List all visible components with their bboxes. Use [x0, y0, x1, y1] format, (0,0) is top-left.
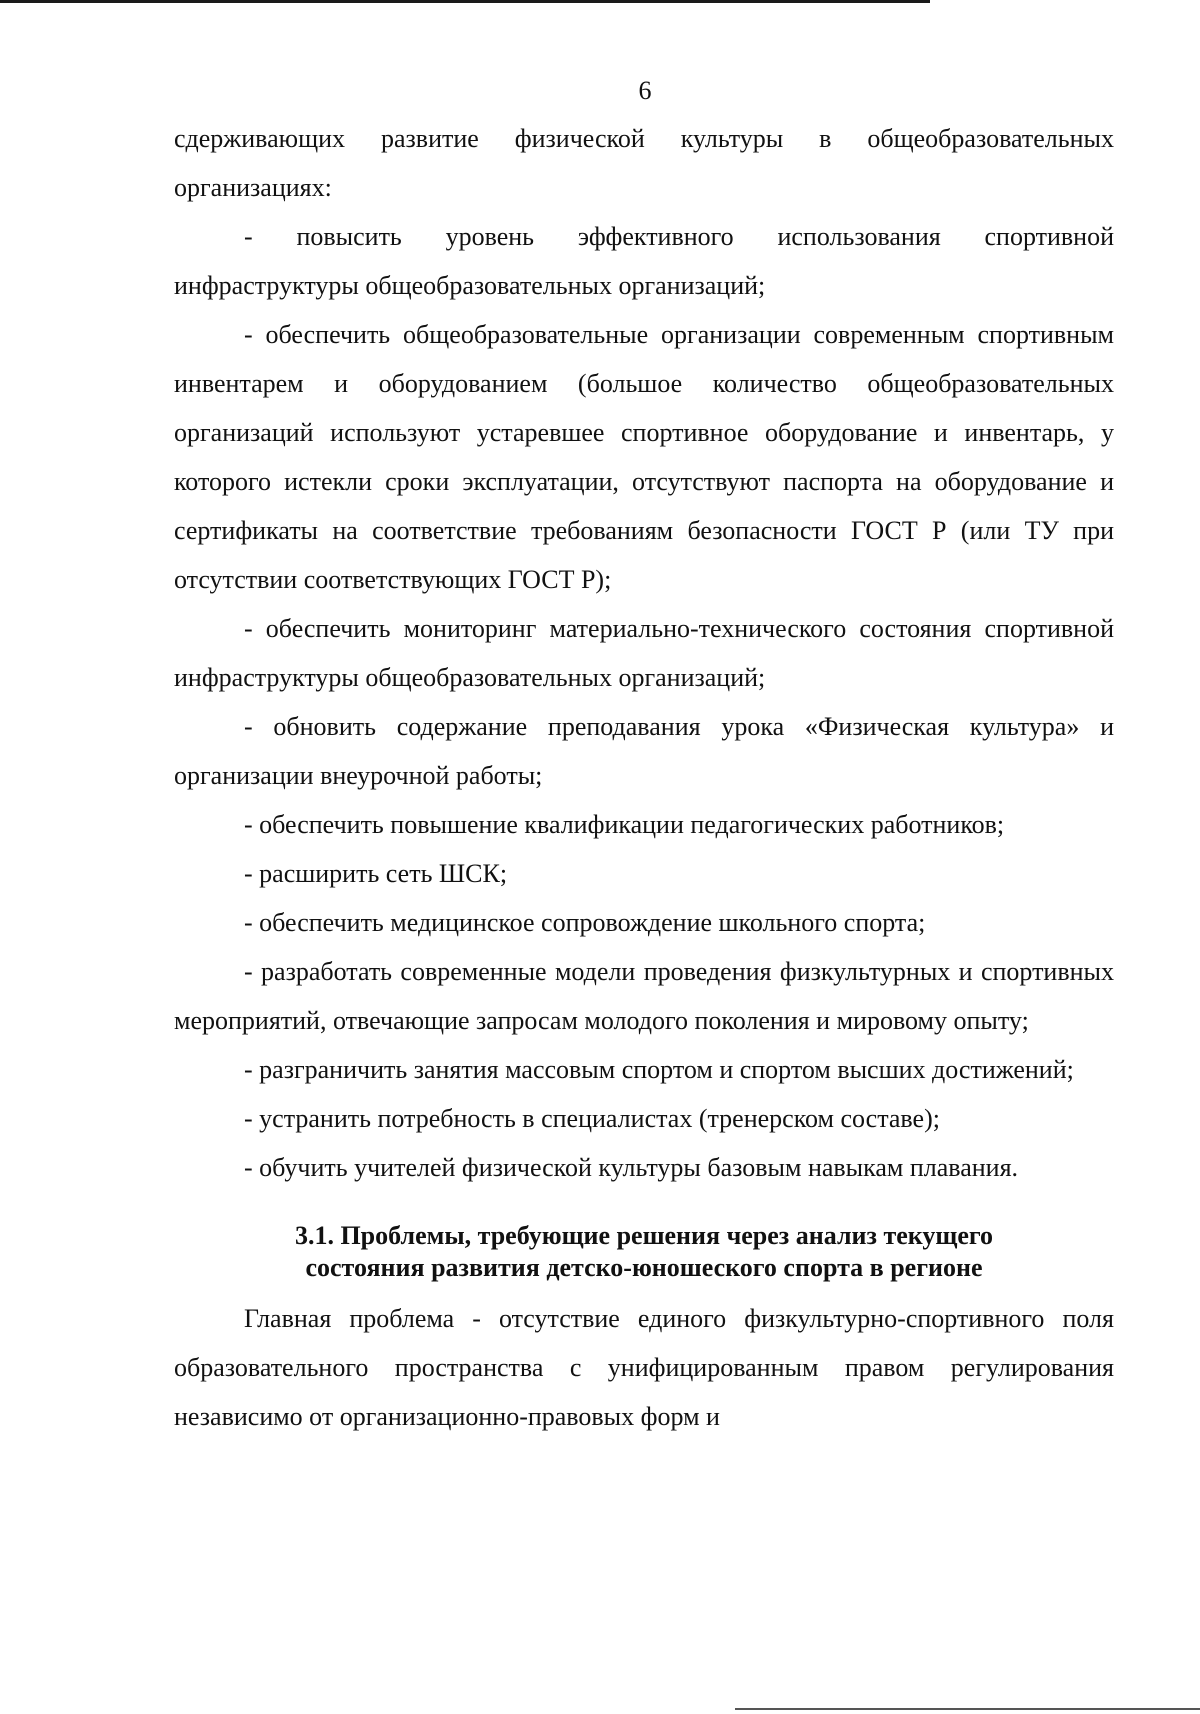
section-body-paragraph: Главная проблема - отсутствие единого физкультурно-спортивного поля образовательного пространства с унифицированным правом регулирования независимо от организационно-правовых форм и	[174, 1304, 1114, 1431]
list-item-school-clubs: - расширить сеть ШСК;	[244, 859, 508, 888]
paragraph-intro: сдерживающих развитие физической культуры в общеобразовательных организациях:	[174, 124, 1114, 202]
list-item-monitoring: - обеспечить мониторинг материально-технического состояния спортивной инфраструктуры общеобразовательных организаций;	[174, 614, 1114, 692]
list-item-event-models: - разработать современные модели проведения физкультурных и спортивных мероприятий, отвечающие запросам молодого поколения и мировому опыту;	[174, 957, 1114, 1035]
section-heading-line-2: состояния развития детско-юношеского спорта в регионе	[305, 1253, 983, 1282]
scan-edge-top	[0, 0, 930, 3]
list-item-sport-separation: - разграничить занятия массовым спортом и спортом высших достижений;	[244, 1055, 1074, 1084]
document-body	[174, 114, 1114, 1441]
section-heading	[174, 1220, 1114, 1284]
list-item-infrastructure: - повысить уровень эффективного использования спортивной инфраструктуры общеобразовательных организаций;	[174, 222, 1114, 300]
scan-edge-bottom	[735, 1708, 1200, 1710]
list-item-equipment: - обеспечить общеобразовательные организации современным спортивным инвентарем и оборудованием (большое количество общеобразовательных организаций используют устаревшее спортивное оборудование и инвентарь, у которого истекли сроки эксплуатации, отсутствуют паспорта на оборудование и сертификаты на соответствие требованиям безопасности ГОСТ Р (или ТУ при отсутствии соответствующих ГОСТ Р);	[174, 320, 1114, 594]
list-item-swimming: - обучить учителей физической культуры базовым навыкам плавания.	[244, 1153, 1019, 1182]
list-item-curriculum: - обновить содержание преподавания урока «Физическая культура» и организации внеурочной работы;	[174, 712, 1114, 790]
list-item-qualification: - обеспечить повышение квалификации педагогических работников;	[244, 810, 1005, 839]
list-item-specialists: - устранить потребность в специалистах (тренерском составе);	[244, 1104, 940, 1133]
list-item-medical: - обеспечить медицинское сопровождение школьного спорта;	[244, 908, 926, 937]
page-number: 6	[638, 76, 652, 105]
section-heading-line-1: 3.1. Проблемы, требующие решения через анализ текущего	[294, 1221, 994, 1250]
